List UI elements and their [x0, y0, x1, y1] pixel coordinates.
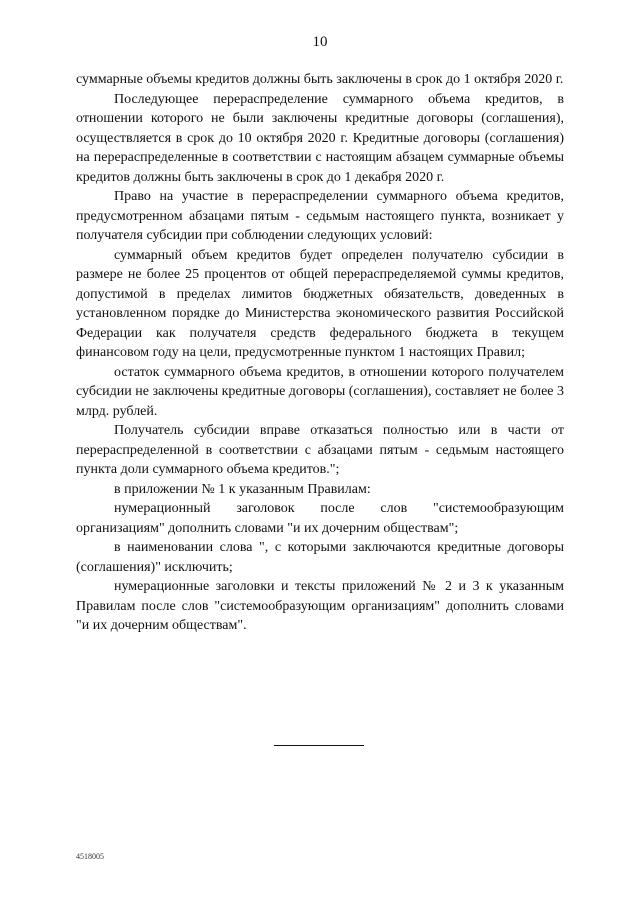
document-body [76, 70, 564, 636]
paragraph: Последующее перераспределение суммарного объема кредитов, в отношении которого не были заключены кредитные договоры (соглашения), осуществляется в срок до 10 октября 2020 г. Кредитные договоры (соглашения) на перераспределенные в соответствии с настоящим абзацем суммарные объемы кредитов должны быть заключены в срок до 1 декабря 2020 г. [76, 91, 564, 185]
paragraph: Право на участие в перераспределении суммарного объема кредитов, предусмотренном абзацами пятым - седьмым настоящего пункта, возникает у получателя субсидии при соблюдении следующих условий: [76, 189, 564, 243]
end-divider [274, 745, 364, 746]
page-number: 10 [312, 34, 328, 50]
paragraph: остаток суммарного объема кредитов, в отношении которого получателем субсидии не заключены кредитные договоры (соглашения), составляет не более 3 млрд. рублей. [76, 364, 564, 419]
paragraph: нумерационные заголовки и тексты приложений № 2 и 3 к указанным Правилам после слов "системообразующим организациям" дополнить словами "и их дочерним обществам". [76, 579, 564, 633]
paragraph: суммарные объемы кредитов должны быть заключены в срок до 1 октября 2020 г. [76, 72, 564, 87]
paragraph: в приложении № 1 к указанным Правилам: [114, 481, 371, 497]
paragraph: в наименовании слова ", с которыми заключаются кредитные договоры (соглашения)" исключить; [76, 540, 564, 575]
document-code: 4518005 [76, 852, 104, 861]
paragraph: суммарный объем кредитов будет определен получателю субсидии в размере не более 25 процентов от общей перераспределяемой суммы кредитов, допустимой в пределах лимитов бюджетных обязательств, доведенных в установленном порядке до Министерства экономического развития Российской Федерации как получателя средств федерального бюджета в текущем финансовом году на цели, предусмотренные пунктом 1 настоящих Правил; [76, 247, 564, 360]
paragraph: Получатель субсидии вправе отказаться полностью или в части от перераспределенной в соответствии с абзацами пятым - седьмым настоящего пункта доли суммарного объема кредитов."; [76, 423, 564, 477]
paragraph: нумерационный заголовок после слов "системообразующим организациям" дополнить словами "и их дочерним обществам"; [76, 501, 564, 536]
